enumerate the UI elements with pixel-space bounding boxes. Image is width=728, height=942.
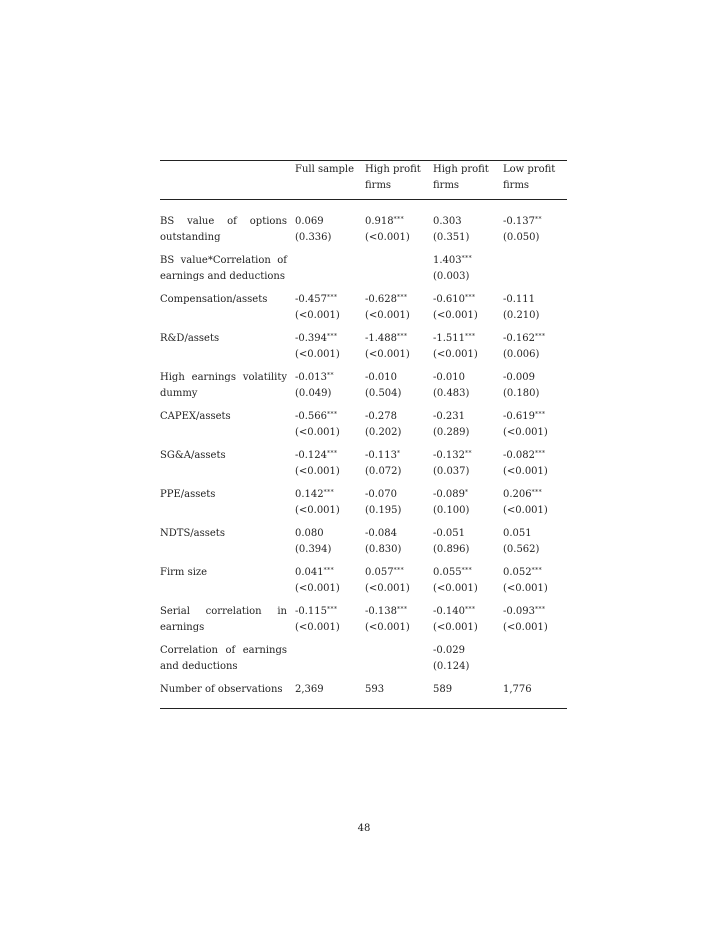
coefficient-line [433,643,503,659]
table-cell [503,448,567,487]
p-value: (0.394) [295,544,332,555]
coefficient: -0.610 [433,294,466,305]
coefficient: -0.394 [295,333,328,344]
coefficient-line [295,526,365,542]
page-number: 48 [357,823,371,834]
coefficient-line [503,682,567,698]
coefficient: 0.080 [295,528,324,539]
coefficient: -0.132 [433,450,466,461]
table-cell [365,370,433,409]
table-cell [433,331,503,370]
table-cell [503,526,567,565]
table-cell [433,200,503,254]
p-value: (0.072) [365,466,402,477]
table-cell [295,565,365,604]
variable-name: Number of observations [160,682,295,709]
column-header [433,161,503,200]
coefficient: -0.113 [365,450,398,461]
significance-stars: *** [531,489,543,496]
coefficient: 0.041 [295,567,324,578]
coefficient-line [503,370,567,386]
p-value: (0.124) [433,661,470,672]
coefficient-line [433,214,503,230]
p-value: (<0.001) [433,583,478,594]
p-value: (<0.001) [295,583,340,594]
coefficient: -0.010 [365,372,398,383]
column-header [503,161,567,200]
p-value: (0.003) [433,271,470,282]
coefficient-line [295,331,365,347]
table-cell [433,643,503,682]
variable-name: BS value of options outstanding [160,216,287,243]
coefficient-line [365,448,433,464]
table-row [160,292,567,331]
coefficient-line [295,370,365,386]
coefficient-line [433,370,503,386]
coefficient: -0.140 [433,606,466,617]
significance-stars: *** [465,333,476,340]
table-cell [295,682,365,709]
coefficient: 0.303 [433,216,462,227]
coefficient-line [433,331,503,347]
variable-name: PPE/assets [160,489,216,500]
table-header [160,161,567,200]
significance-stars: *** [393,216,405,223]
table-cell [433,565,503,604]
coefficient: -0.566 [295,411,328,422]
coefficient-line [433,253,503,269]
table-row [160,331,567,370]
coefficient: -0.137 [503,216,536,227]
coefficient: 0.918 [365,216,394,227]
table-cell [365,292,433,331]
p-value: (<0.001) [433,310,478,321]
variable-name: R&D/assets [160,333,220,344]
table-cell [295,253,365,292]
table-cell [433,448,503,487]
coefficient-line [295,604,365,620]
coefficient: 593 [365,684,385,695]
coefficient-line [365,565,433,581]
coefficient: -0.231 [433,411,466,422]
variable-name: CAPEX/assets [160,411,231,422]
table-cell [295,370,365,409]
significance-stars: *** [327,606,338,613]
coefficient-line [433,487,503,503]
coefficient: -0.029 [433,645,466,656]
coefficient: 2,369 [295,684,324,695]
p-value: (<0.001) [365,232,410,243]
p-value: (<0.001) [433,349,478,360]
coefficient: -0.009 [503,372,536,383]
coefficient: -0.089 [433,489,466,500]
variable-name: Firm size [160,567,208,578]
p-value: (<0.001) [295,466,340,477]
coefficient: 0.206 [503,489,532,500]
significance-stars: * [465,489,469,496]
coefficient-line [503,604,567,620]
p-value: (<0.001) [295,349,340,360]
coefficient-line [365,604,433,620]
coefficient: -0.070 [365,489,398,500]
table-cell [433,409,503,448]
p-value: (0.336) [295,232,332,243]
significance-stars: *** [535,333,546,340]
variable-name: High earnings volatility dummy [160,372,287,399]
table-row [160,682,567,709]
coefficient-line [503,487,567,503]
coefficient-line [433,409,503,425]
coefficient: 0.052 [503,567,532,578]
table-cell [365,253,433,292]
column-header-text: High profit [433,164,489,175]
significance-stars: *** [327,450,338,457]
table-cell [433,370,503,409]
p-value: (0.830) [365,544,402,555]
table-cell [365,409,433,448]
table-row [160,409,567,448]
significance-stars: *** [323,489,335,496]
p-value: (0.210) [503,310,540,321]
coefficient-line [295,409,365,425]
table-cell [503,409,567,448]
coefficient-line [365,331,433,347]
p-value: (<0.001) [433,622,478,633]
table-row [160,370,567,409]
coefficient: 0.142 [295,489,324,500]
coefficient-line [433,604,503,620]
significance-stars: *** [461,567,473,574]
column-header-text: firms [433,180,460,191]
coefficient: -0.115 [295,606,328,617]
table-cell [503,292,567,331]
column-header-text: High profit [365,164,421,175]
table-row [160,643,567,682]
significance-stars: ** [465,450,473,457]
variable-name: Compensation/assets [160,294,268,305]
coefficient-line [365,214,433,230]
significance-stars: * [397,450,401,457]
coefficient: 589 [433,684,453,695]
coefficient: -0.013 [295,372,328,383]
variable-name: NDTS/assets [160,528,225,539]
p-value: (<0.001) [365,583,410,594]
table-row [160,448,567,487]
coefficient: 0.069 [295,216,324,227]
p-value: (0.049) [295,388,332,399]
p-value: (0.351) [433,232,470,243]
variable-name: SG&A/assets [160,450,226,461]
significance-stars: *** [397,333,408,340]
p-value: (<0.001) [503,427,548,438]
coefficient-line [295,214,365,230]
significance-stars: *** [531,567,543,574]
coefficient: -0.082 [503,450,536,461]
table-cell [295,331,365,370]
coefficient-line [503,331,567,347]
significance-stars: *** [393,567,405,574]
results-table [160,160,567,709]
table-cell [295,604,365,643]
variable-name: BS value*Correlation of earnings and deductions [160,255,287,282]
p-value: (0.896) [433,544,470,555]
table-cell [365,526,433,565]
coefficient: -0.010 [433,372,466,383]
table-cell [295,487,365,526]
coefficient-line [503,448,567,464]
p-value: (<0.001) [295,427,340,438]
column-header-text: firms [503,180,530,191]
column-header-text: firms [365,180,392,191]
table-cell [433,253,503,292]
coefficient-line [295,487,365,503]
table-cell [503,370,567,409]
p-value: (0.202) [365,427,402,438]
significance-stars: *** [461,255,473,262]
column-header [160,161,295,200]
table-cell [503,200,567,254]
coefficient: -0.138 [365,606,398,617]
table-cell [433,487,503,526]
p-value: (0.195) [365,505,402,516]
table-body [160,200,567,709]
table-row [160,487,567,526]
coefficient: -0.162 [503,333,536,344]
coefficient: 1.403 [433,255,462,266]
table-cell [433,604,503,643]
column-header [295,161,365,200]
p-value: (0.100) [433,505,470,516]
p-value: (<0.001) [503,505,548,516]
significance-stars: *** [323,567,335,574]
significance-stars: *** [397,606,408,613]
coefficient-line [503,526,567,542]
variable-name: Serial correlation in earnings [160,606,287,633]
table-cell [503,331,567,370]
table-cell [295,292,365,331]
table-row [160,526,567,565]
significance-stars: ** [327,372,335,379]
p-value: (<0.001) [503,466,548,477]
coefficient-line [433,565,503,581]
coefficient: -0.124 [295,450,328,461]
coefficient: 0.055 [433,567,462,578]
p-value: (0.562) [503,544,540,555]
table-cell [365,643,433,682]
p-value: (<0.001) [295,505,340,516]
significance-stars: *** [535,450,546,457]
table-row [160,200,567,254]
table-cell [365,331,433,370]
significance-stars: *** [327,294,338,301]
column-header-text: Full sample [295,164,355,175]
table-cell [365,200,433,254]
significance-stars: ** [535,216,543,223]
variable-name: Correlation of earnings and deductions [160,645,287,672]
coefficient-line [295,565,365,581]
table-cell [295,448,365,487]
significance-stars: *** [535,411,546,418]
coefficient: -1.488 [365,333,398,344]
p-value: (0.504) [365,388,402,399]
table-cell [433,292,503,331]
coefficient: -0.111 [503,294,536,305]
coefficient: -0.084 [365,528,398,539]
coefficient-line [503,409,567,425]
significance-stars: *** [327,411,338,418]
table-cell [503,253,567,292]
coefficient-line [365,682,433,698]
coefficient-line [365,526,433,542]
coefficient-line [433,448,503,464]
coefficient: -0.619 [503,411,536,422]
coefficient-line [433,292,503,308]
column-header [365,161,433,200]
p-value: (<0.001) [295,310,340,321]
coefficient: -1.511 [433,333,466,344]
table-cell [503,643,567,682]
p-value: (0.006) [503,349,540,360]
coefficient-line [503,292,567,308]
table-cell [503,487,567,526]
p-value: (<0.001) [503,622,548,633]
table-row [160,604,567,643]
table-cell [503,682,567,709]
coefficient-line [365,409,433,425]
coefficient-line [365,487,433,503]
table-cell [295,200,365,254]
table-cell [365,604,433,643]
significance-stars: *** [535,606,546,613]
table-cell [433,682,503,709]
coefficient-line [365,370,433,386]
coefficient: -0.278 [365,411,398,422]
p-value: (0.289) [433,427,470,438]
p-value: (<0.001) [365,310,410,321]
significance-stars: *** [465,606,476,613]
coefficient: 1,776 [503,684,532,695]
table-cell [365,565,433,604]
coefficient: 0.057 [365,567,394,578]
significance-stars: *** [397,294,408,301]
p-value: (0.483) [433,388,470,399]
table-cell [503,565,567,604]
table-row [160,253,567,292]
table-cell [503,604,567,643]
coefficient: -0.628 [365,294,398,305]
column-header-text: Low profit [503,164,556,175]
header-row [160,161,567,200]
coefficient: -0.457 [295,294,328,305]
significance-stars: *** [327,333,338,340]
coefficient-line [503,214,567,230]
p-value: (0.050) [503,232,540,243]
p-value: (<0.001) [365,622,410,633]
coefficient: -0.051 [433,528,466,539]
table-cell [295,643,365,682]
coefficient: 0.051 [503,528,532,539]
table-cell [365,487,433,526]
coefficient: -0.093 [503,606,536,617]
coefficient-line [365,292,433,308]
significance-stars: *** [465,294,476,301]
coefficient-line [433,682,503,698]
coefficient-line [433,526,503,542]
table-cell [295,409,365,448]
table-cell [365,448,433,487]
table-row [160,565,567,604]
coefficient-line [295,682,365,698]
p-value: (<0.001) [503,583,548,594]
table-cell [295,526,365,565]
coefficient-line [503,565,567,581]
table-cell [365,682,433,709]
table-cell [433,526,503,565]
coefficient-line [295,448,365,464]
p-value: (<0.001) [365,349,410,360]
p-value: (0.037) [433,466,470,477]
p-value: (0.180) [503,388,540,399]
p-value: (<0.001) [295,622,340,633]
coefficient-line [295,292,365,308]
